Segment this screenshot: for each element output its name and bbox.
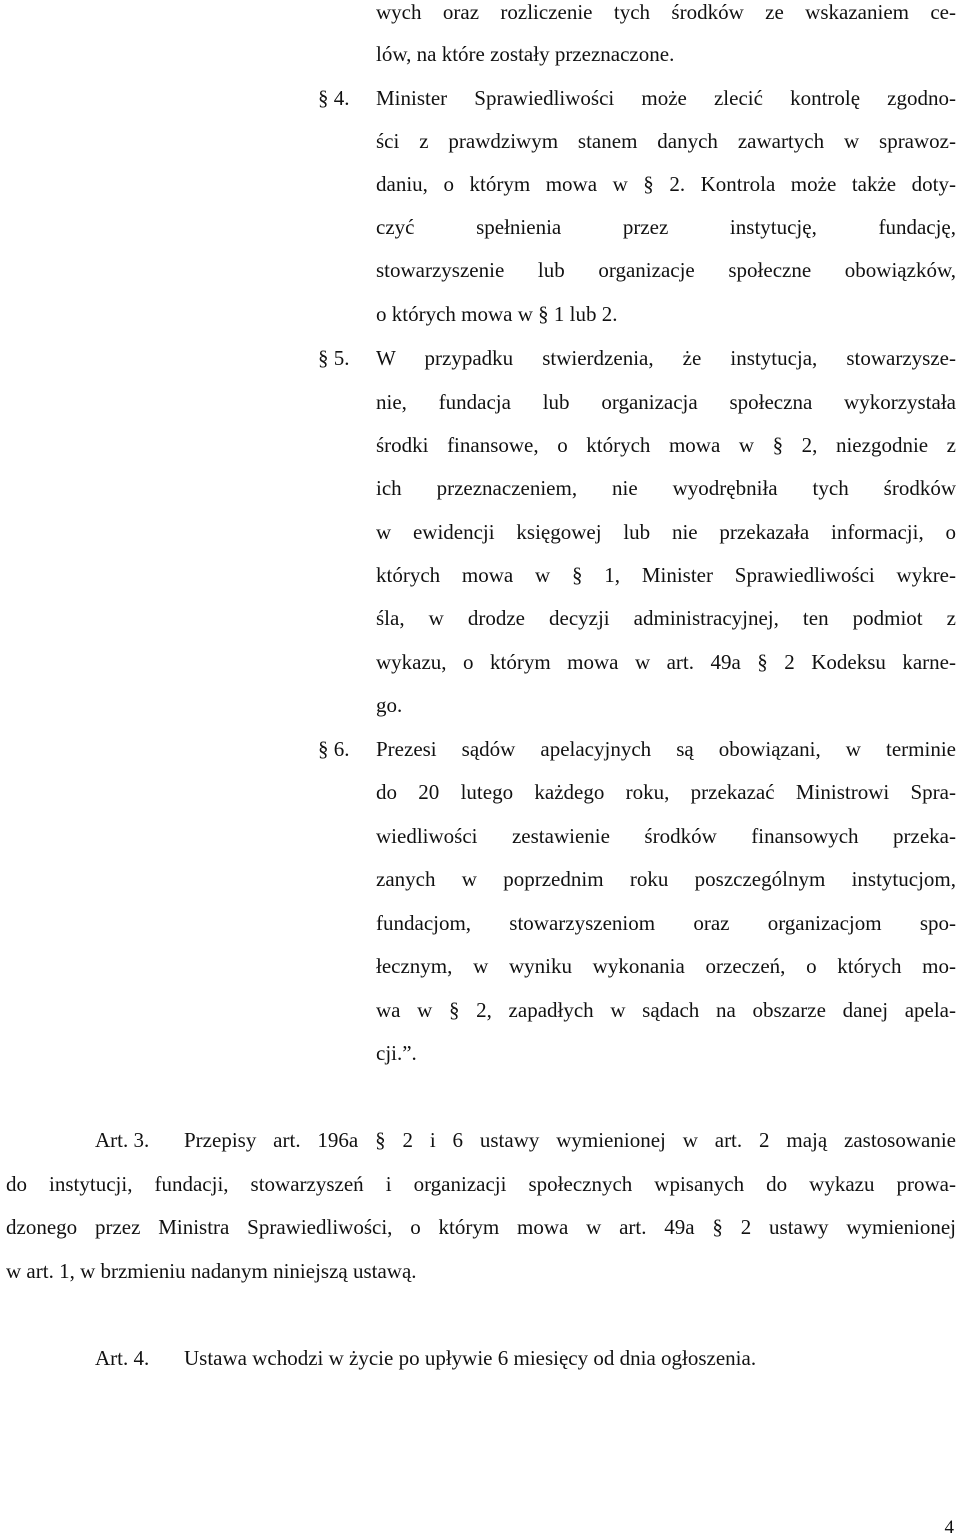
text-line: do 20 lutego każdego roku, przekazać Ministrowi Spra-: [376, 780, 956, 804]
text-line: Minister Sprawiedliwości może zlecić kontrolę zgodno-: [376, 86, 956, 110]
section-marker: § 6.: [318, 737, 350, 761]
text-line: do instytucji, fundacji, stowarzyszeń i organizacji społecznych wpisanych do wykazu prowa-: [6, 1172, 956, 1196]
text-line: ich przeznaczeniem, nie wyodrębniła tych środków: [376, 476, 956, 500]
text-line: w art. 1, w brzmieniu nadanym niniejszą ustawą.: [6, 1259, 417, 1283]
text-line: Przepisy art. 196a § 2 i 6 ustawy wymienionej w art. 2 mają zastosowanie: [184, 1128, 956, 1152]
text-line: wykazu, o którym mowa w art. 49a § 2 Kodeksu karne-: [376, 650, 956, 674]
text-line: go.: [376, 693, 403, 717]
article-label: Art. 3.: [95, 1128, 150, 1152]
text-line: ści z prawdziwym stanem danych zawartych w sprawoz-: [376, 129, 956, 153]
text-line: środki finansowe, o których mowa w § 2, niezgodnie z: [376, 433, 956, 457]
text-line: wych oraz rozliczenie tych środków ze wskazaniem ce-: [376, 0, 956, 24]
text-line: nie, fundacja lub organizacja społeczna wykorzystała: [376, 390, 956, 414]
text-line: których mowa w § 1, Minister Sprawiedliwości wykre-: [376, 563, 956, 587]
page-number: 4: [944, 1517, 954, 1538]
text-line: Prezesi sądów apelacyjnych są obowiązani, w terminie: [376, 737, 956, 761]
text-line: dzonego przez Ministra Sprawiedliwości, o którym mowa w art. 49a § 2 ustawy wymienionej: [6, 1215, 956, 1239]
article-label: Art. 4.: [95, 1346, 150, 1370]
text-line: lów, na które zostały przeznaczone.: [376, 42, 675, 66]
section-marker: § 5.: [318, 346, 350, 370]
text-line: W przypadku stwierdzenia, że instytucja, stowarzysze-: [376, 346, 956, 370]
text-line: cji.”.: [376, 1041, 417, 1065]
text-line: w ewidencji księgowej lub nie przekazała informacji, o: [376, 520, 956, 544]
text-line: zanych w poprzednim roku poszczególnym instytucjom,: [376, 867, 956, 891]
text-line: stowarzyszenie lub organizacje społeczne obowiązków,: [376, 258, 956, 282]
text-line: wa w § 2, zapadłych w sądach na obszarze danej apela-: [376, 998, 956, 1022]
text-line: Ustawa wchodzi w życie po upływie 6 miesięcy od dnia ogłoszenia.: [184, 1346, 757, 1370]
text-line: daniu, o którym mowa w § 2. Kontrola może także doty-: [376, 172, 956, 196]
text-line: łecznym, w wyniku wykonania orzeczeń, o których mo-: [376, 954, 956, 978]
section-marker: § 4.: [318, 86, 350, 110]
text-line: czyć spełnienia przez instytucję, fundację,: [376, 215, 956, 239]
text-line: fundacjom, stowarzyszeniom oraz organizacjom spo-: [376, 911, 956, 935]
text-line: o których mowa w § 1 lub 2.: [376, 302, 618, 326]
text-line: śla, w drodze decyzji administracyjnej, ten podmiot z: [376, 606, 956, 630]
text-line: wiedliwości zestawienie środków finansowych przeka-: [376, 824, 956, 848]
